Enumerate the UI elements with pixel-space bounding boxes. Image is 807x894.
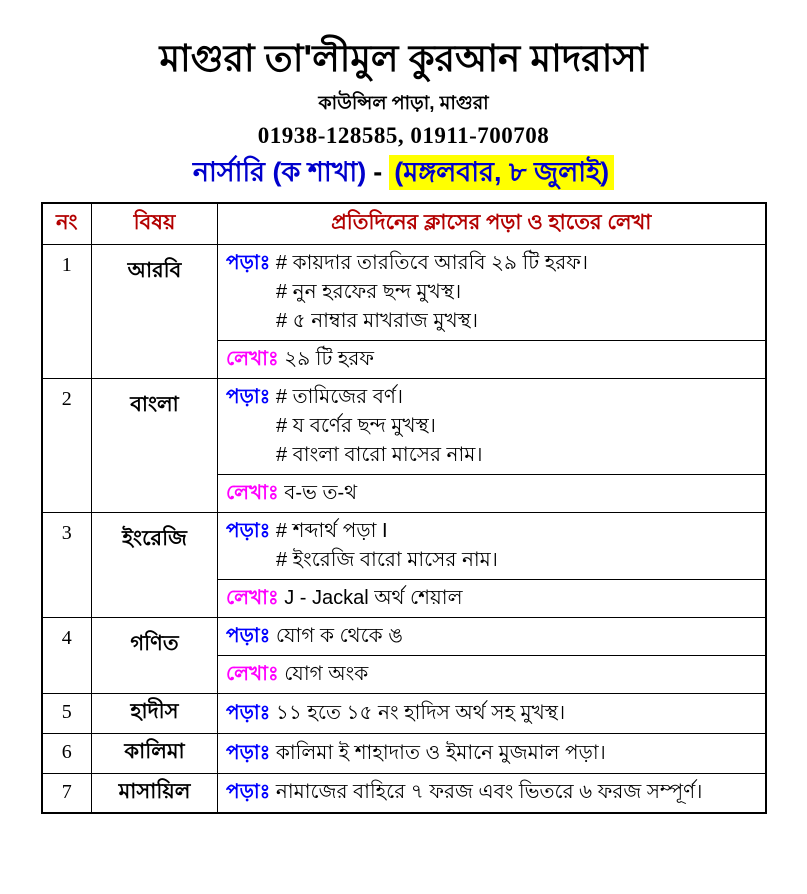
write-label: লেখাঃ (226, 482, 279, 504)
read-cell (218, 773, 766, 813)
read-label: পড়াঃ (226, 624, 271, 647)
subject-cell: গণিত (92, 617, 218, 693)
table-row-bangla (42, 378, 766, 474)
read-line (226, 699, 757, 728)
read-line: # বাংলা বারো মাসের নাম। (276, 443, 483, 466)
row-number: 6 (42, 733, 92, 773)
write-cell (218, 655, 766, 693)
read-label: পড়াঃ (226, 251, 271, 274)
row-number: 7 (42, 773, 92, 813)
write-text: J - Jackal অর্থ শেয়াল (284, 587, 463, 609)
read-cell (218, 617, 766, 655)
write-label: লেখাঃ (226, 663, 279, 685)
subject-cell: কালিমা (92, 733, 218, 773)
table-row-arabic (42, 244, 766, 340)
row-number: 2 (42, 378, 92, 512)
read-label: পড়াঃ (226, 781, 271, 804)
write-label: লেখাঃ (226, 587, 279, 609)
table-row-kalima (42, 733, 766, 773)
read-text: # শব্দার্থ পড়া I (275, 519, 388, 542)
read-text: নামাজের বাহিরে ৭ ফরজ এবং ভিতরে ৬ ফরজ সম্পূর্ণ। (275, 781, 703, 804)
read-line (226, 778, 757, 807)
read-line: # য বর্ণের ছন্দ মুখস্থ। (276, 414, 436, 437)
write-text: যোগ অংক (284, 663, 369, 685)
read-cell (218, 693, 766, 733)
lesson-table (41, 202, 767, 814)
read-cell (218, 733, 766, 773)
read-text: কালিমা ই শাহাদাত ও ইমানে মুজমাল পড়া। (275, 741, 606, 764)
table-header-row (42, 203, 766, 244)
separator-dash: - (373, 157, 383, 187)
weekday-date-highlight: (মঙ্গলবার, ৮ জুলাই) (389, 155, 614, 190)
read-label: পড়াঃ (226, 701, 271, 724)
write-cell (218, 579, 766, 617)
subject-cell: আরবি (92, 244, 218, 378)
read-line (226, 622, 757, 651)
write-cell (218, 340, 766, 378)
write-cell (218, 474, 766, 512)
row-number: 4 (42, 617, 92, 693)
phone-numbers: 01938-128585, 01911-700708 (257, 123, 550, 148)
table-row-hadith (42, 693, 766, 733)
table-row-math (42, 617, 766, 655)
read-text: ১১ হতে ১৫ নং হাদিস অর্থ সহ মুখস্থ। (275, 701, 566, 724)
write-text: ব-ভ ত-থ (284, 482, 358, 504)
read-text: যোগ ক থেকে ঙ (275, 624, 403, 647)
col-header-subject: বিষয় (92, 203, 218, 244)
write-text: ২৯ টি হরফ (284, 348, 375, 370)
address-line: কাউন্সিল পাড়া, মাগুরা (318, 93, 489, 114)
row-number: 5 (42, 693, 92, 733)
read-line (226, 739, 757, 768)
subject-cell: বাংলা (92, 378, 218, 512)
read-text: # কায়দার তারতিবে আরবি ২৯ টি হরফ। (275, 251, 589, 274)
read-cell (218, 244, 766, 340)
write-label: লেখাঃ (226, 348, 279, 370)
read-line: # ৫ নাম্বার মাখরাজ মুখস্থ। (276, 309, 479, 332)
table-row-masail (42, 773, 766, 813)
read-line (226, 517, 757, 546)
read-label: পড়াঃ (226, 741, 271, 764)
read-line: # ইংরেজি বারো মাসের নাম। (276, 548, 498, 571)
subject-cell: মাসায়িল (92, 773, 218, 813)
read-cell (218, 512, 766, 579)
subject-cell: ইংরেজি (92, 512, 218, 617)
row-number: 3 (42, 512, 92, 617)
read-text: # তামিজের বর্ণ। (275, 385, 404, 408)
class-section-label: নার্সারি (ক শাখা) (192, 157, 367, 187)
read-cell (218, 378, 766, 474)
col-header-number: নং (42, 203, 92, 244)
table-row-english (42, 512, 766, 579)
read-line: # নুন হরফের ছন্দ মুখস্থ। (276, 280, 462, 303)
madrasa-title: মাগুরা তা'লীমুল কুরআন মাদরাসা (159, 38, 648, 79)
col-header-content: প্রতিদিনের ক্লাসের পড়া ও হাতের লেখা (218, 203, 766, 244)
read-line (226, 249, 757, 278)
read-line (226, 383, 757, 412)
read-label: পড়াঃ (226, 519, 271, 542)
read-label: পড়াঃ (226, 385, 271, 408)
subject-cell: হাদীস (92, 693, 218, 733)
row-number: 1 (42, 244, 92, 378)
class-date-line (0, 155, 807, 189)
